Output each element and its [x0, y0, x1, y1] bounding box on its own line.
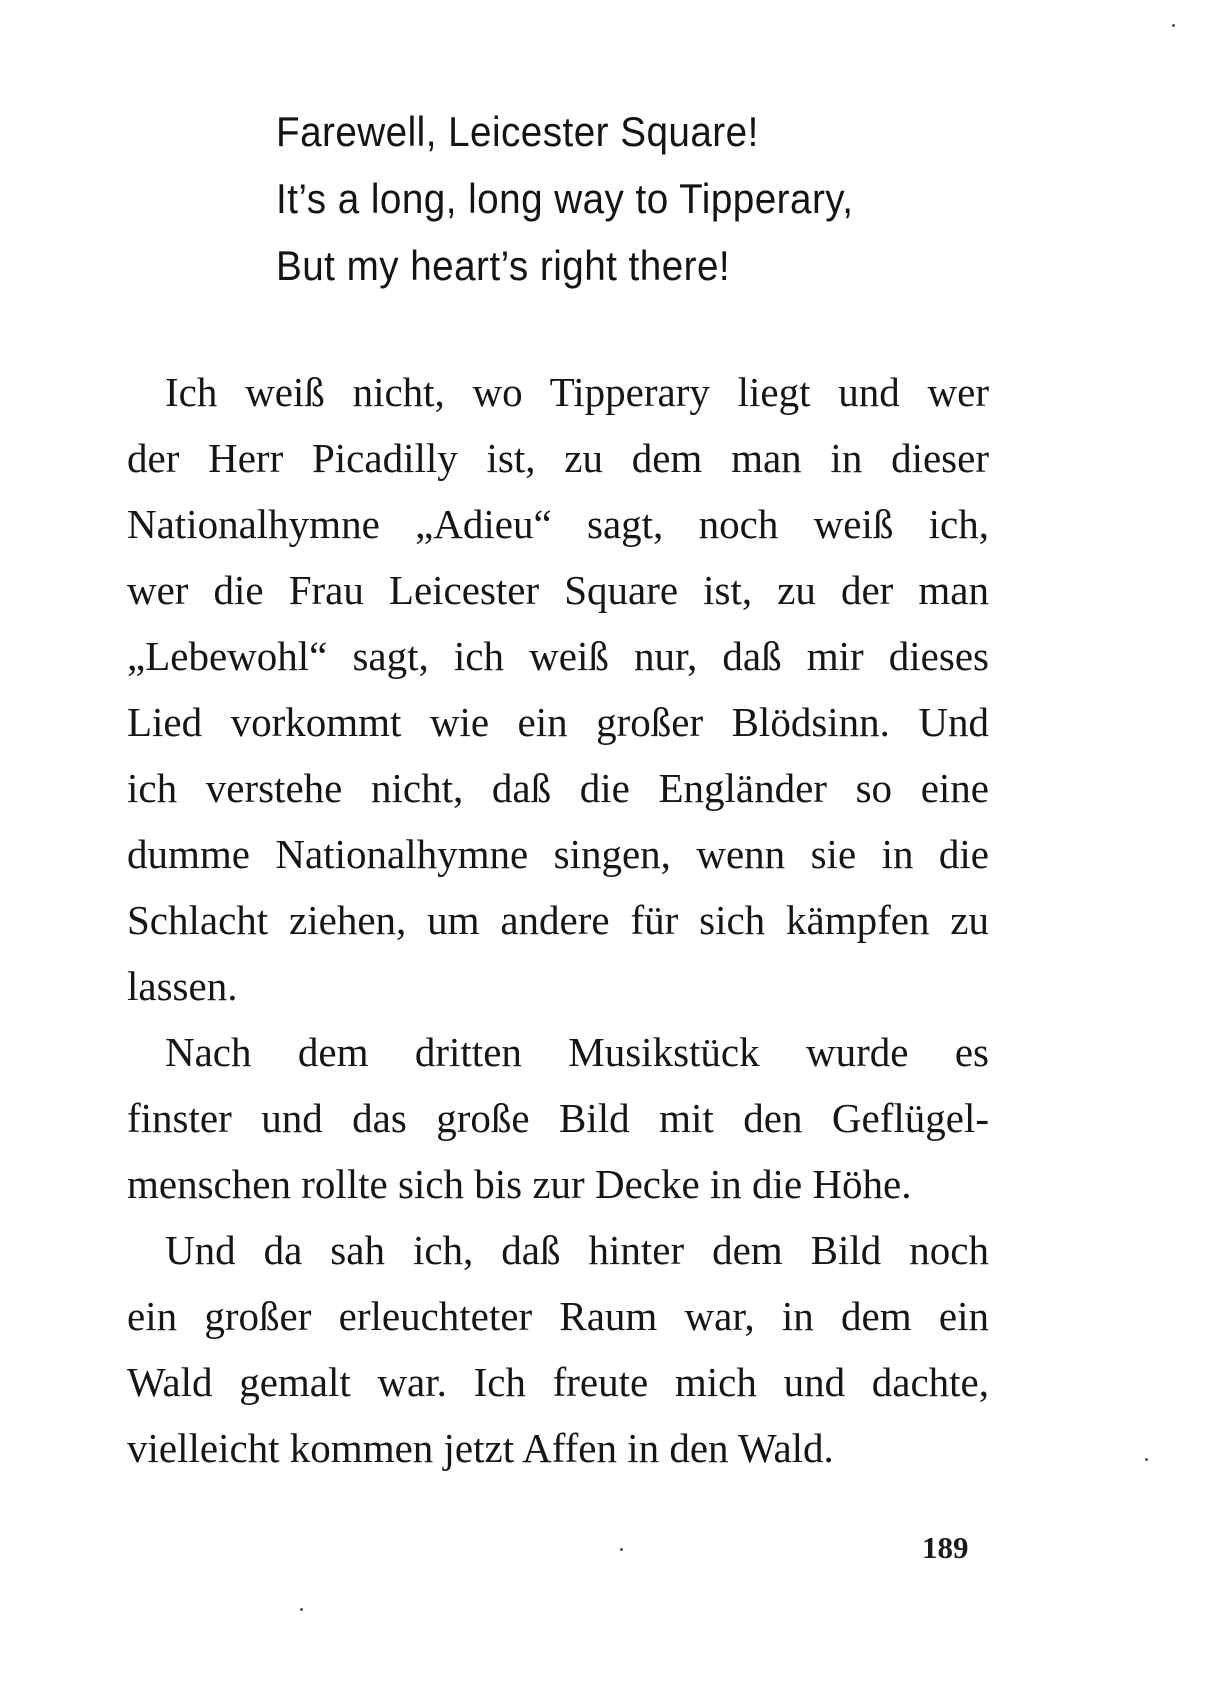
text-line: dumme Nationalhymne singen, wenn sie in die [127, 831, 989, 877]
text-line: Und da sah ich, daß hinter dem Bild noch [165, 1227, 989, 1273]
text-line: Wald gemalt war. Ich freute mich und dachte, [127, 1359, 989, 1405]
print-speck [620, 1548, 623, 1551]
text-line: finster und das große Bild mit den Geflügel- [127, 1095, 989, 1141]
text-line: wer die Frau Leicester Square ist, zu der man [127, 567, 989, 613]
text-line: Nationalhymne „Adieu“ sagt, noch weiß ich, [127, 501, 989, 547]
print-speck [300, 1608, 303, 1611]
verse-line: Farewell, Leicester Square! [276, 108, 759, 155]
print-speck [1172, 24, 1175, 27]
text-line: lassen. [127, 963, 238, 1009]
text-line: Schlacht ziehen, um andere für sich kämpfen zu [127, 897, 989, 943]
verse-line: It’s a long, long way to Tipperary, [276, 175, 854, 222]
print-speck [1145, 1458, 1148, 1461]
text-line: ein großer erleuchteter Raum war, in dem ein [127, 1293, 989, 1339]
english-verse [276, 98, 853, 299]
verse-line: But my heart’s right there! [276, 242, 731, 289]
text-line: menschen rollte sich bis zur Decke in die Höhe. [127, 1161, 912, 1207]
text-line: Lied vorkommt wie ein großer Blödsinn. Und [127, 699, 989, 745]
text-line: ich verstehe nicht, daß die Engländer so eine [127, 765, 989, 811]
text-line: vielleicht kommen jetzt Affen in den Wald. [127, 1425, 834, 1471]
text-line: der Herr Picadilly ist, zu dem man in dieser [127, 435, 989, 481]
text-line: Ich weiß nicht, wo Tipperary liegt und wer [165, 369, 989, 415]
body-text [127, 359, 989, 1481]
page-number: 189 [922, 1530, 969, 1565]
text-line: „Lebewohl“ sagt, ich weiß nur, daß mir dieses [127, 633, 989, 679]
text-line: Nach dem dritten Musikstück wurde es [165, 1029, 989, 1075]
